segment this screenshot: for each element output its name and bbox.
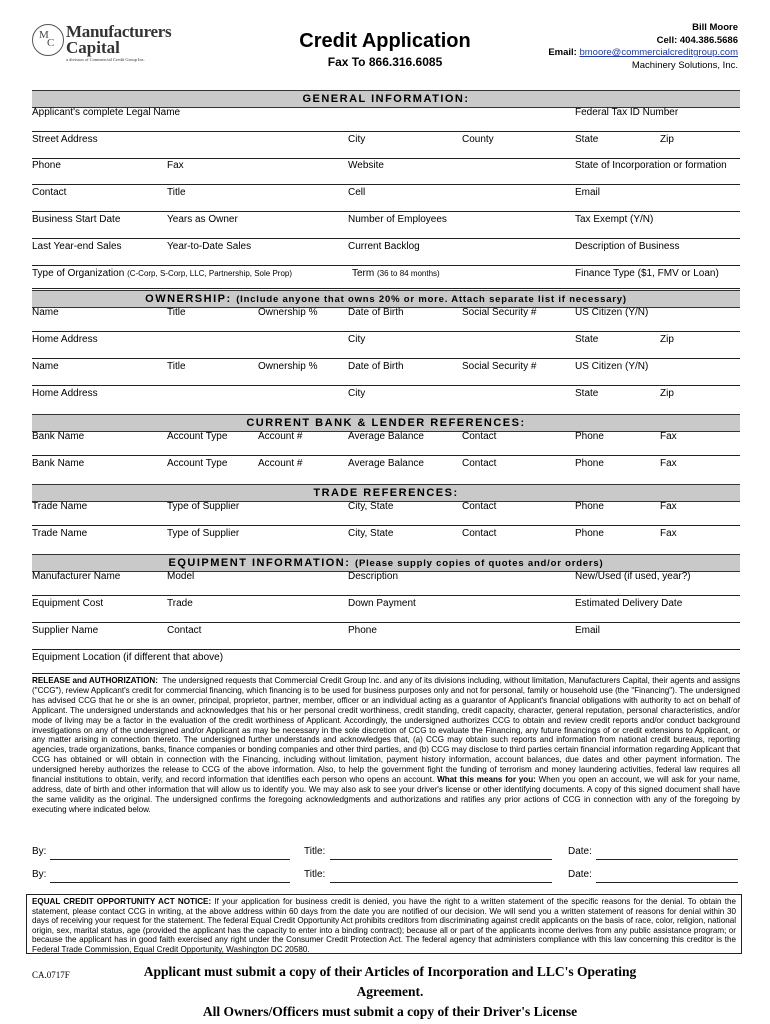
form-row[interactable] [32,214,740,239]
field-label: City [348,334,366,345]
form-row[interactable] [32,107,740,132]
contact-company: Machinery Solutions, Inc. [631,59,738,71]
form-row[interactable] [32,528,740,552]
contact-block [548,22,738,72]
section-general-information [32,90,740,108]
field-label: Date of Birth [348,361,404,372]
field-label: US Citizen (Y/N) [575,361,649,372]
section-note: (Please supply copies of quotes and/or orders) [354,558,604,569]
title-label: Title: [304,869,326,880]
section-ownership [32,290,740,308]
section-bank-references [32,414,740,432]
term-label: Term [352,268,375,279]
field-label: State [575,388,599,399]
footer-instructions [110,962,670,1022]
field-label: Phone [348,625,377,636]
form-row[interactable] [32,187,740,212]
field-label: State of Incorporation or formation [575,160,727,171]
field-label: Contact [462,528,497,539]
contact-email-label: Email: [548,47,577,58]
field-label: Phone [575,431,604,442]
field-label: Home Address [32,334,98,345]
form-row[interactable] [32,134,740,159]
field-label: State [575,334,599,345]
section-title: TRADE REFERENCES: [313,487,459,499]
field-label: Contact [32,187,67,198]
by-signature-line[interactable] [50,881,290,883]
field-label: Business Start Date [32,214,121,225]
field-label: Email [575,187,601,198]
release-body-continued: When you open an account, we will ask for your name, address, date of birth and other information that will allow us to identify you. We may also ask to see your driver's license or other identifying documents. A copy of this signed document shall have the same validity as the original. The undersigned confirms the foregoing acknowledgments and authorizations and ratifies any prior actions of CCG in connection with any of the foregoing by executing where indicated below. [32,775,741,814]
field-label: Title [167,307,186,318]
title-label: Title: [304,846,326,857]
field-label: Date of Birth [348,307,404,318]
field-label: Trade Name [32,501,88,512]
form-row[interactable] [32,625,740,650]
logo-letter-m: M [39,29,49,41]
field-label: City, State [348,528,394,539]
field-label: Cell [348,187,366,198]
section-title: GENERAL INFORMATION: [302,93,470,105]
field-label: Last Year-end Sales [32,241,122,252]
form-row[interactable] [32,571,740,596]
by-label: By: [32,846,47,857]
field-label [352,268,440,279]
field-label: Title [167,187,186,198]
logo-text-line1: Manufacturers [66,22,172,41]
section-title: EQUIPMENT INFORMATION: [168,557,351,569]
form-row[interactable] [32,241,740,266]
field-label: Contact [462,458,497,469]
contact-cell: Cell: 404.386.5686 [656,34,738,46]
field-label [32,268,292,279]
field-label: Ownership % [258,307,318,318]
field-label: Supplier Name [32,625,99,636]
field-label: Zip [660,134,674,145]
form-row[interactable] [32,307,740,332]
field-label: Model [167,571,195,582]
logo-mark-icon [32,24,64,56]
form-row[interactable] [32,361,740,386]
by-signature-line[interactable] [50,858,290,860]
signature-row[interactable] [32,869,740,885]
field-label: County [462,134,494,145]
date-label: Date: [568,846,592,857]
ecoa-body: If your application for business credit is denied, you have the right to a written statement of the specific reasons for the denial. To obtain the statement, please contact CCG in writing, at the above address within 60 days from the date you are notified of our decision. We will send you a written statement of reasons for denial within 30 days of receiving your request for the statement. The federal Equal Credit Opportunity Act prohibits creditors from discriminating against credit applicants on the basis of race, color, religion, national origin, sex, marital status, age (provided the applicant has the capacity to enter into a binding contract); because all or part of the applicants income derives from any public assistance program; or because the applicant has in good faith exercised any right under the Consumer Credit Protection Act. The federal agency that administers compliance with this law concerning this creditor is the Federal Trade Commission, Equal Credit Opportunity, Washington DC 20580. [32,897,736,954]
form-row[interactable] [32,268,740,289]
form-row[interactable] [32,652,740,674]
footer-line: Applicant must submit a copy of their Articles of Incorporation and LLC's Operating Agreement. [143,964,637,999]
form-row[interactable] [32,458,740,482]
field-label: Fax [660,431,677,442]
by-label: By: [32,869,47,880]
field-label: Bank Name [32,431,85,442]
title-line[interactable] [330,881,552,883]
release-heading: RELEASE and AUTHORIZATION: [32,676,158,685]
field-label: Bank Name [32,458,85,469]
company-logo [32,22,172,66]
date-label: Date: [568,869,592,880]
date-line[interactable] [596,858,738,860]
field-label: Fax [660,501,677,512]
page-title: Credit Application [299,30,471,52]
field-label: Contact [462,431,497,442]
form-row[interactable] [32,334,740,359]
logo-letter-c: C [47,37,55,49]
field-label: Down Payment [348,598,416,609]
form-row[interactable] [32,501,740,526]
field-label: Equipment Cost [32,598,104,609]
field-label: Street Address [32,134,98,145]
field-label: US Citizen (Y/N) [575,307,649,318]
field-label: Average Balance [348,431,424,442]
field-label: Fax [660,458,677,469]
field-label: State [575,134,599,145]
section-note: (Include anyone that owns 20% or more. Attach separate list if necessary) [236,294,627,305]
field-label: Social Security # [462,307,537,318]
logo-text-line2: Capital [66,38,120,57]
section-trade-references [32,484,740,502]
release-bold-note: What this means for you: [437,775,536,785]
field-label: Phone [575,501,604,512]
ecoa-heading: EQUAL CREDIT OPPORTUNITY ACT NOTICE: [32,897,212,906]
release-authorization-text [32,676,740,815]
field-label: Description of Business [575,241,680,252]
field-label: Account Type [167,431,228,442]
field-label: Fax [660,528,677,539]
field-label: City [348,388,366,399]
section-equipment-information [32,554,740,572]
contact-name: Bill Moore [692,22,738,33]
field-label: Number of Employees [348,214,447,225]
field-label: Home Address [32,388,98,399]
field-label: Fax [167,160,184,171]
field-label: Phone [575,458,604,469]
section-title: CURRENT BANK & LENDER REFERENCES: [246,417,526,429]
field-label: Finance Type ($1, FMV or Loan) [575,268,719,279]
field-label: Type of Supplier [167,528,240,539]
fax-number: Fax To 866.316.6085 [327,55,443,69]
field-label: Type of Supplier [167,501,240,512]
field-label: Equipment Location (if different that above) [32,652,224,663]
form-row[interactable] [32,598,740,623]
logo-subtext: a division of Commercial Credit Group Inc. [66,57,145,62]
field-label: Contact [167,625,202,636]
form-row[interactable] [32,160,740,185]
field-label: Title [167,361,186,372]
release-body: The undersigned requests that Commercial Credit Group Inc. and any of its divisions including, without limitation, Manufacturers Capital, their agents and assigns ("CCG"), review Applicant's credit for commercial financing, which financing is to be used for business purposes only and not for personal, family or household use (the "Financing"). The undersigned has advised CCG that he or she is an owner, principal, proprietor, partner, member, officer or an individual acting as a guarantor of Applicant's financial obligations with authority to act on behalf of Applicant. The undersigned understands and acknowledges that his or her personal credit worthiness, credit standing, credit capacity, character, general reputation, personal characteristics, and/or mode of living may be a factor in the evaluation of the credit worthiness of Applicant. Accordingly, the undersigned authorizes CCG to obtain and review credit reports and/or conduct background investigations on any of the undersigned and/or Applicant as may be necessary in the sole discretion of CCG to evaluate the Financing, any future financings of or credit extensions to Applicant, or any matter arising in connection thereto. The undersigned further understands and acknowledges that, (a) CCG may obtain such reports and information from national credit bureaus, reporting agencies, trade organizations, banks, finance companies or bonding companies and other third parties, and (b) CCG may disclose to third parties certain financial information regarding Applicant that CCG has obtained or will obtain in connection with the Financing, including without limitation, payment history information, account balances, due dates and other payment information. The undersigned hereby authorizes the release to CCG of the above information. Also, to help the government fight the funding of terrorism and money laundering activities, federal law requires all financial institutions to obtain, verify, and record information that identifies each person who opens an account. [32,676,741,785]
field-label: City, State [348,501,394,512]
field-label: Tax Exempt (Y/N) [575,214,654,225]
field-label: Estimated Delivery Date [575,598,683,609]
field-label: Website [348,160,384,171]
date-line[interactable] [596,881,738,883]
field-label: Average Balance [348,458,424,469]
field-label: City [348,134,366,145]
field-label: Years as Owner [167,214,238,225]
field-label: Account Type [167,458,228,469]
field-label: Social Security # [462,361,537,372]
title-line[interactable] [330,858,552,860]
field-label: Email [575,625,601,636]
field-label: Name [32,307,59,318]
ecoa-notice [26,894,742,954]
form-row[interactable] [32,431,740,456]
field-label: Ownership % [258,361,318,372]
field-label: Manufacturer Name [32,571,121,582]
field-label: Applicant's complete Legal Name [32,107,181,118]
field-label: Year-to-Date Sales [167,241,252,252]
footer-line: All Owners/Officers must submit a copy of their Driver's License [202,1004,578,1019]
field-label: Contact [462,501,497,512]
signature-row[interactable] [32,846,740,862]
field-label: Account # [258,458,303,469]
org-type-note: (C-Corp, S-Corp, LLC, Partnership, Sole Prop) [127,269,293,278]
field-label: Description [348,571,399,582]
field-label: Name [32,361,59,372]
field-label: Trade Name [32,528,88,539]
form-row[interactable] [32,388,740,412]
field-label: Account # [258,431,303,442]
field-label: Trade [167,598,193,609]
field-label: Phone [32,160,61,171]
field-label: New/Used (if used, year?) [575,571,691,582]
field-label: Current Backlog [348,241,420,252]
field-label: Phone [575,528,604,539]
field-label: Federal Tax ID Number [575,107,679,118]
field-label: Zip [660,388,674,399]
org-type-label: Type of Organization [32,268,125,279]
term-note: (36 to 84 months) [377,269,440,278]
field-label: Zip [660,334,674,345]
form-code: CA.0717F [32,970,70,980]
section-title: OWNERSHIP: [145,293,232,305]
contact-email-link[interactable]: bmoore@commercialcreditgroup.com [579,47,738,58]
